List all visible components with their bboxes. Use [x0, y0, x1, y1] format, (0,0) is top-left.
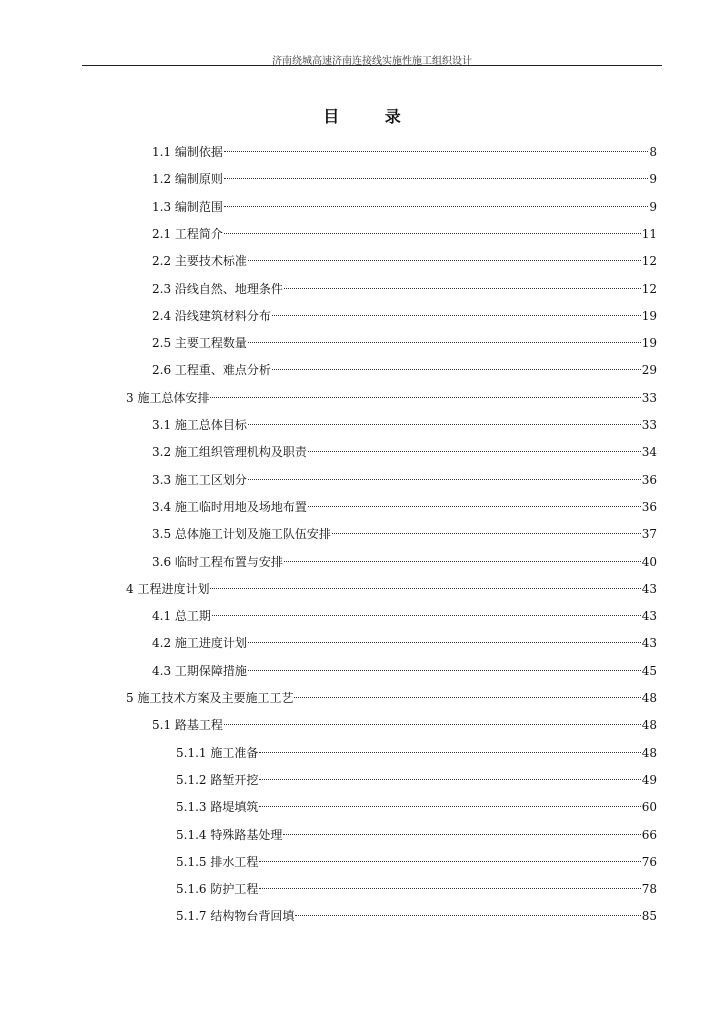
toc-entry-page: 85 — [641, 909, 657, 924]
toc-entry-page: 48 — [641, 691, 657, 705]
toc-entry-label: 5.1.5 排水工程 — [176, 854, 259, 869]
toc-entry[interactable] — [176, 906, 657, 926]
toc-leader-dots — [248, 670, 641, 671]
running-header: 济南绕城高速济南连接线实施性施工组织设计 — [272, 56, 472, 67]
toc-entry-label: 4.1 总工期 — [152, 609, 211, 624]
toc-leader-dots — [248, 642, 641, 643]
toc-entry[interactable] — [152, 197, 657, 217]
toc-entry-page: 45 — [641, 663, 657, 678]
toc-entry[interactable] — [152, 142, 657, 162]
toc-entry-label: 2.6 工程重、难点分析 — [152, 363, 271, 378]
toc-leader-dots — [224, 178, 648, 179]
toc-entry[interactable] — [126, 688, 657, 708]
toc-entry[interactable] — [152, 497, 657, 517]
toc-entry[interactable] — [176, 743, 657, 763]
toc-entry-label: 5.1.1 施工准备 — [176, 745, 259, 760]
toc-entry[interactable] — [176, 825, 657, 845]
toc-entry-label: 3.3 施工工区划分 — [152, 472, 247, 487]
toc-entry-page: 78 — [641, 882, 657, 897]
toc-entry-label: 3.5 总体施工计划及施工队伍安排 — [152, 527, 331, 542]
toc-entry[interactable] — [152, 715, 657, 735]
toc-leader-dots — [210, 588, 640, 589]
page-title: 目 录 — [323, 107, 421, 126]
toc-entry-page: 60 — [641, 800, 657, 815]
toc-leader-dots — [259, 888, 640, 889]
toc-leader-dots — [224, 724, 641, 725]
toc-entry-label: 5.1.6 防护工程 — [176, 882, 259, 897]
toc-entry[interactable] — [152, 169, 657, 189]
toc-entry-page: 33 — [641, 418, 657, 432]
toc-entry-page: 37 — [641, 527, 657, 542]
toc-entry[interactable] — [152, 633, 657, 653]
toc-entry-page: 9 — [649, 199, 657, 214]
toc-entry[interactable] — [152, 470, 657, 490]
toc-entry-label: 5.1.4 特殊路基处理 — [176, 827, 283, 842]
toc-entry-page: 9 — [649, 172, 657, 187]
toc-entry-label: 4.3 工期保障措施 — [152, 663, 247, 678]
toc-leader-dots — [284, 561, 641, 562]
toc-entry[interactable] — [152, 251, 657, 271]
toc-entry-page: 36 — [641, 472, 657, 487]
toc-entry-label: 2.3 沿线自然、地理条件 — [152, 281, 283, 296]
header-rule — [82, 65, 662, 66]
toc-leader-dots — [332, 533, 641, 534]
toc-leader-dots — [224, 151, 648, 152]
toc-entry-page: 43 — [641, 636, 657, 651]
toc-leader-dots — [259, 861, 640, 862]
toc-entry-label: 5.1.7 结构物台背回填 — [176, 909, 295, 924]
toc-entry-label: 1.2 编制原则 — [152, 172, 223, 187]
toc-entry[interactable] — [126, 388, 657, 408]
toc-leader-dots — [283, 834, 640, 835]
toc-entry-page: 12 — [641, 281, 657, 296]
toc-entry-page: 48 — [641, 745, 657, 760]
toc-entry-label: 3.2 施工组织管理机构及职责 — [152, 445, 307, 460]
toc-entry-page: 29 — [641, 363, 657, 378]
toc-entry[interactable] — [152, 661, 657, 681]
toc-entry-label: 4 工程进度计划 — [126, 581, 210, 596]
toc-entry-label: 2.5 主要工程数量 — [152, 336, 247, 351]
toc-leader-dots — [248, 479, 641, 480]
toc-entry-page: 76 — [641, 854, 657, 869]
toc-leader-dots — [272, 315, 641, 316]
toc-leader-dots — [308, 451, 641, 452]
toc-entry-page: 66 — [641, 827, 657, 842]
toc-leader-dots — [308, 506, 641, 507]
toc-entry-page: 36 — [641, 499, 657, 514]
toc-entry-page: 19 — [641, 336, 657, 351]
toc-leader-dots — [248, 424, 641, 425]
toc-entry[interactable] — [152, 524, 657, 544]
toc-entry-label: 5.1.2 路堑开挖 — [176, 772, 259, 787]
toc-entry-page: 43 — [641, 609, 657, 624]
toc-entry-label: 2.2 主要技术标准 — [152, 254, 247, 269]
toc-leader-dots — [248, 260, 641, 261]
toc-entry-label: 3.6 临时工程布置与安排 — [152, 554, 283, 569]
toc-leader-dots — [294, 697, 640, 698]
toc-entry-label: 5.1 路基工程 — [152, 718, 223, 733]
toc-entry[interactable] — [152, 360, 657, 380]
toc-entry-label: 4.2 施工进度计划 — [152, 636, 247, 651]
toc-leader-dots — [295, 915, 640, 916]
toc-entry-page: 33 — [641, 390, 657, 405]
toc-entry-page: 34 — [641, 445, 657, 460]
toc-entry-label: 3 施工总体安排 — [126, 390, 210, 405]
toc-leader-dots — [224, 233, 641, 234]
toc-entry[interactable] — [176, 879, 657, 899]
toc-entry-label: 2.4 沿线建筑材料分布 — [152, 308, 271, 323]
toc-entry[interactable] — [152, 415, 657, 435]
toc-leader-dots — [212, 615, 641, 616]
toc-entry-page: 49 — [641, 772, 657, 787]
toc-entry-page: 43 — [641, 581, 657, 596]
toc-entry[interactable] — [152, 306, 657, 326]
toc-entry[interactable] — [152, 279, 657, 299]
toc-entry-label: 1.3 编制范围 — [152, 199, 223, 214]
toc-entry-page: 8 — [649, 145, 657, 159]
toc-entry[interactable] — [152, 606, 657, 626]
toc-entry[interactable] — [152, 224, 657, 244]
toc-leader-dots — [259, 806, 640, 807]
toc-leader-dots — [210, 397, 640, 398]
toc-entry-page: 48 — [641, 718, 657, 733]
toc-entry-page: 11 — [641, 226, 657, 241]
toc-entry-label: 3.1 施工总体目标 — [152, 418, 247, 432]
toc-leader-dots — [259, 779, 640, 780]
toc-entry-page: 12 — [641, 254, 657, 269]
toc-entry[interactable] — [176, 770, 657, 790]
toc-entry-label: 5 施工技术方案及主要施工工艺 — [126, 691, 294, 705]
toc-entry[interactable] — [176, 797, 657, 817]
toc-entry[interactable] — [152, 552, 657, 572]
toc-entry[interactable] — [176, 852, 657, 872]
toc-leader-dots — [248, 342, 641, 343]
toc-entry-label: 5.1.3 路堤填筑 — [176, 800, 259, 815]
toc-entry-label: 1.1 编制依据 — [152, 145, 223, 159]
toc-entry-label: 3.4 施工临时用地及场地布置 — [152, 499, 307, 514]
toc-entry-page: 40 — [641, 554, 657, 569]
toc-entry[interactable] — [152, 442, 657, 462]
toc-leader-dots — [259, 752, 640, 753]
toc-leader-dots — [272, 369, 641, 370]
toc-entry-label: 2.1 工程简介 — [152, 226, 223, 241]
toc-entry[interactable] — [152, 333, 657, 353]
toc-entry-page: 19 — [641, 308, 657, 323]
toc-leader-dots — [224, 206, 648, 207]
toc-entry[interactable] — [126, 579, 657, 599]
toc-leader-dots — [284, 288, 641, 289]
